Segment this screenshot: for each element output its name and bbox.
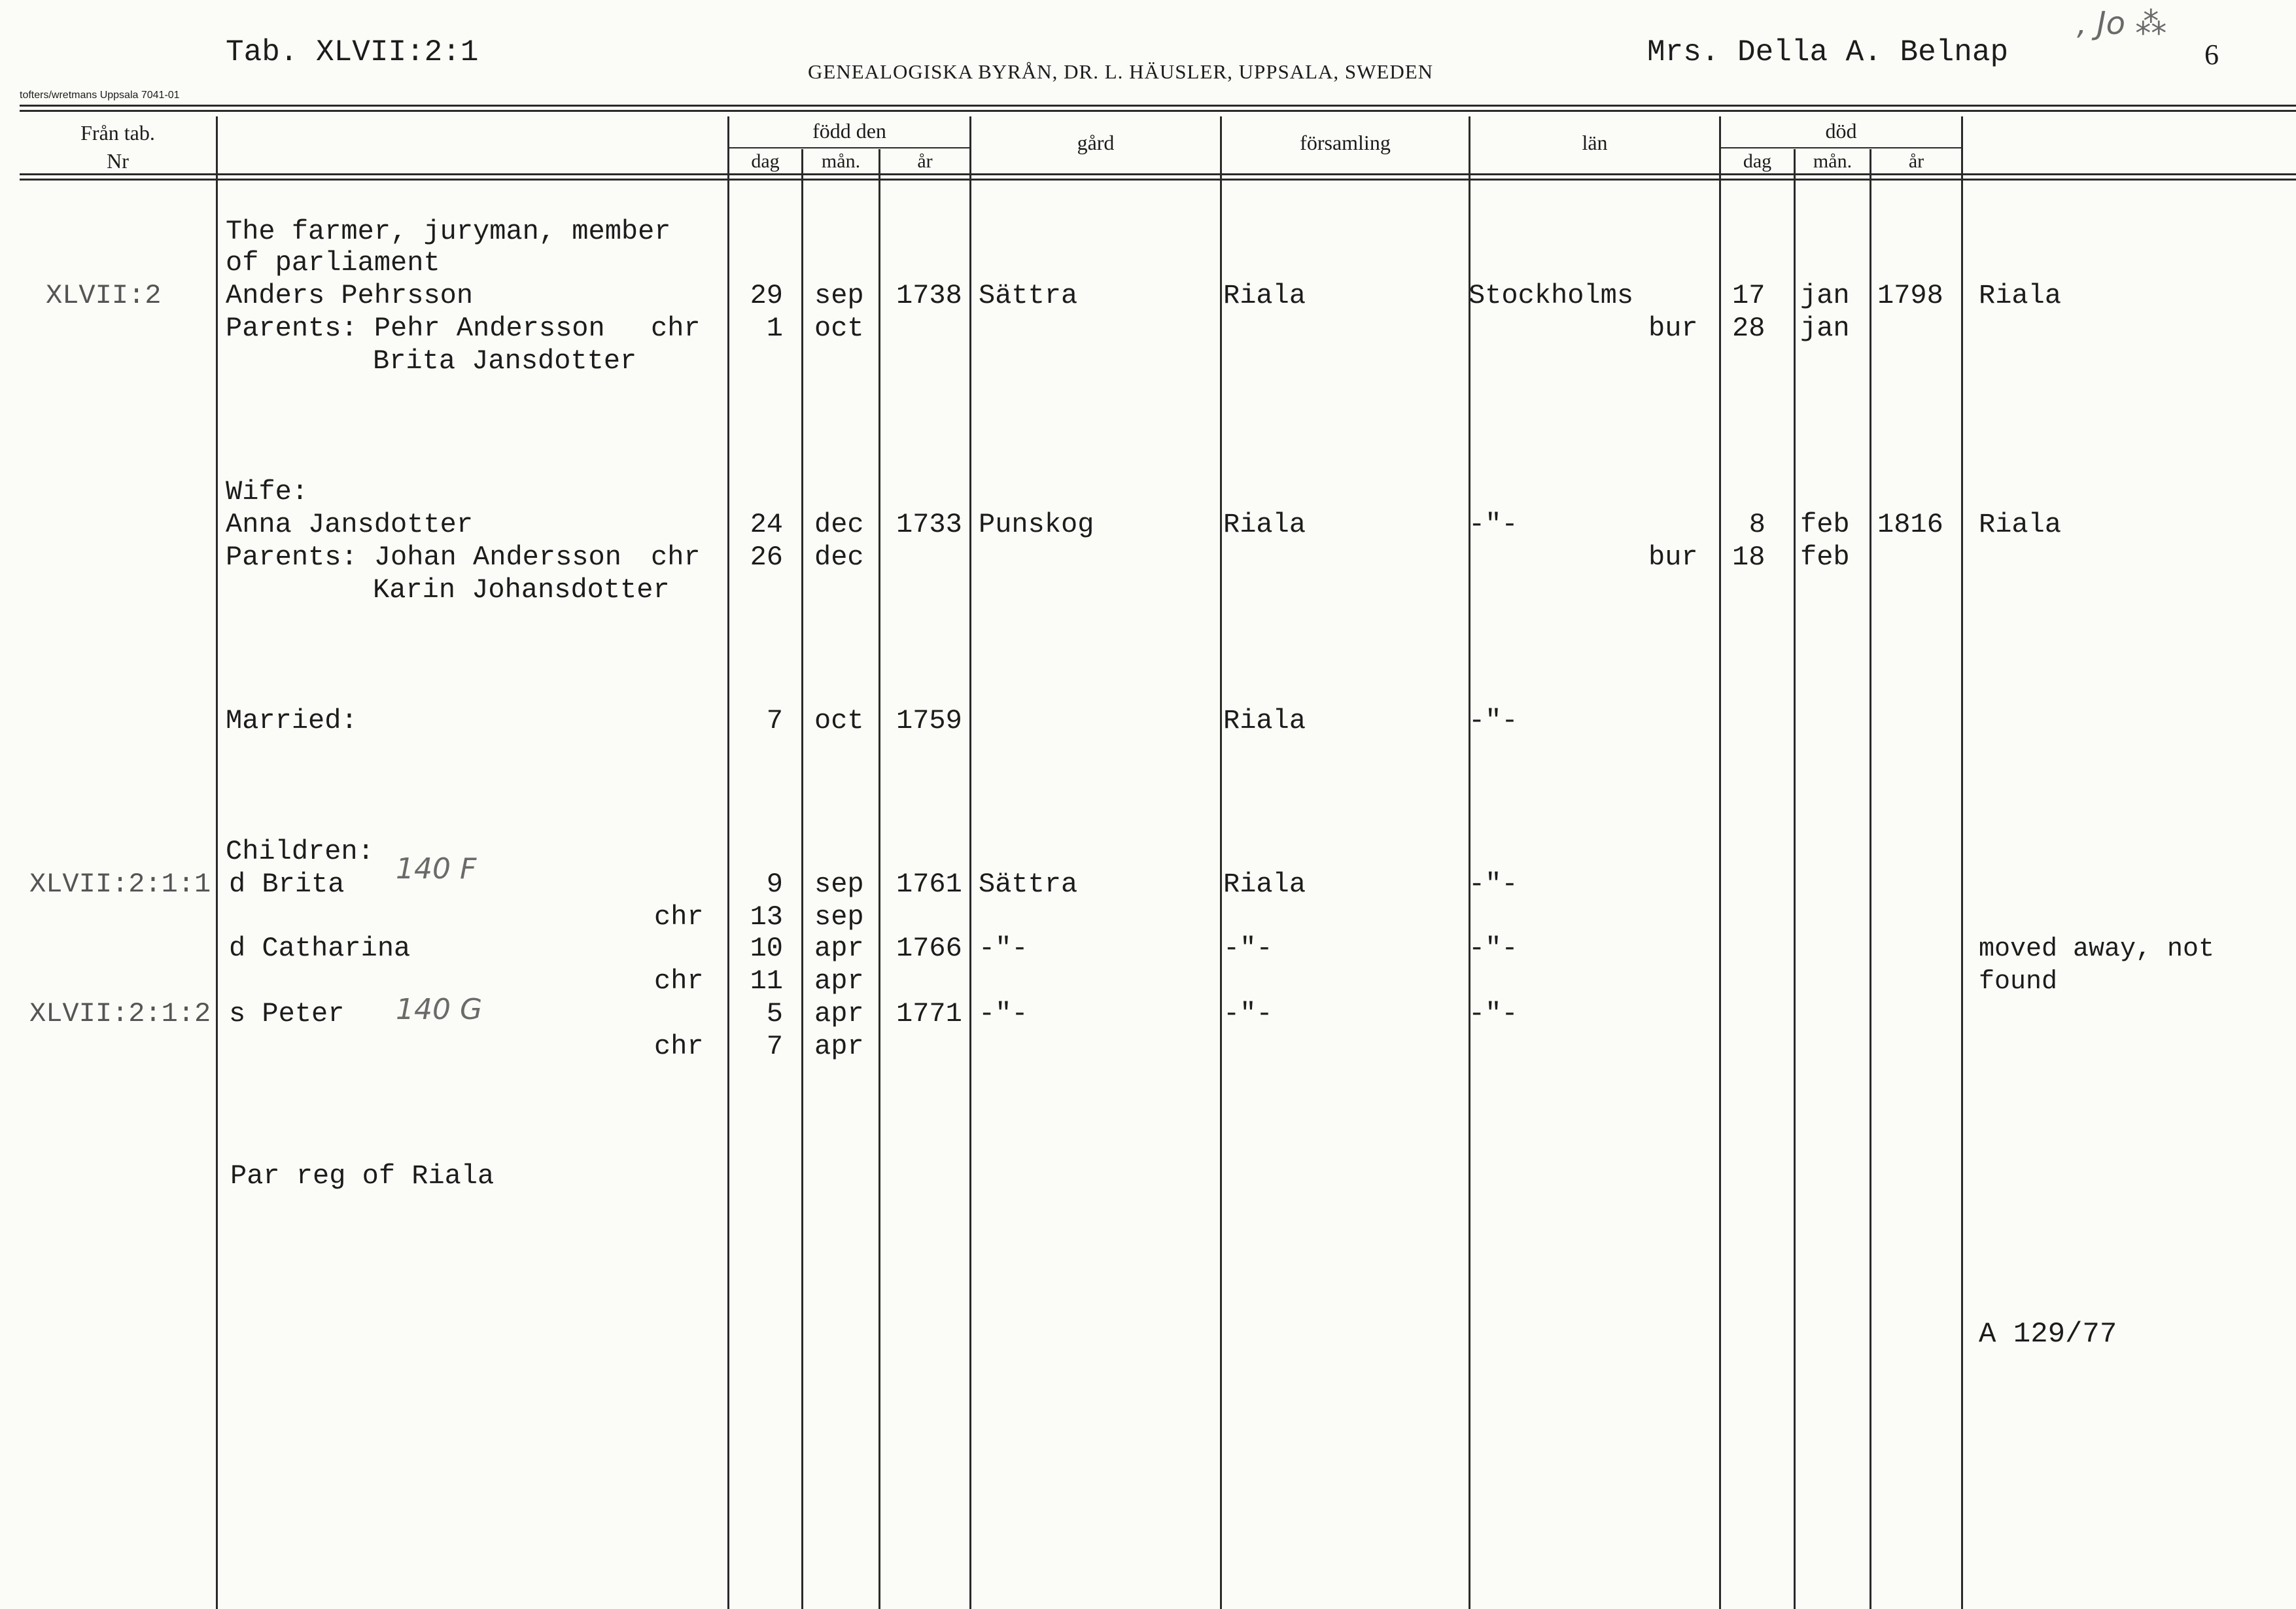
husband-death-month: jan	[1800, 280, 1850, 311]
child-2-birth-month: apr	[814, 933, 864, 964]
child-2-chr-day: 11	[750, 965, 783, 997]
child-2-birth-year: 1766	[896, 933, 962, 964]
husband-death-year: 1798	[1877, 280, 1943, 311]
husband-chr-day: 1	[766, 313, 783, 344]
wife-bur-day: 18	[1732, 542, 1765, 573]
col-header-born-ar: år	[917, 150, 933, 172]
col-line-died-dag	[1794, 149, 1796, 1609]
tab-reference: Tab. XLVII:2:1	[226, 35, 479, 69]
child-1-county: -"-	[1469, 869, 1518, 900]
child-2-farm: -"-	[979, 933, 1028, 964]
husband-county: Stockholms	[1469, 280, 1634, 311]
child-1-chr-day: 13	[750, 901, 783, 933]
col-line-died	[1719, 116, 1721, 1609]
col-line-gard	[969, 116, 971, 1609]
child-3-farm: -"-	[979, 998, 1028, 1029]
wife-death-day: 8	[1748, 509, 1765, 540]
child-2-chr-month: apr	[814, 965, 864, 997]
printer-imprint: tofters/wretmans Uppsala 7041-01	[20, 90, 180, 101]
wife-bur-month: feb	[1800, 542, 1850, 573]
marriage-parish: Riala	[1223, 705, 1306, 736]
child-3-chr-label: chr	[654, 1031, 704, 1062]
col-header-nr: Nr	[107, 149, 129, 173]
marriage-day: 7	[766, 705, 783, 736]
col-header-gard: gård	[1077, 131, 1115, 154]
col-header-born-dag: dag	[751, 150, 780, 172]
born-subrule	[727, 147, 969, 148]
col-header-from-tab: Från tab.	[80, 121, 155, 145]
husband-bur-month: jan	[1800, 313, 1850, 344]
col-header-died-dag: dag	[1743, 150, 1772, 172]
col-line-born-dag	[801, 149, 803, 1609]
child-3-note: 140 G	[396, 993, 483, 1026]
wife-death-month: feb	[1800, 509, 1850, 540]
child-3-name: s Peter	[229, 998, 345, 1029]
child-1-parish: Riala	[1223, 869, 1306, 900]
col-line-born-man	[878, 149, 880, 1609]
child-3-chr-day: 7	[766, 1031, 783, 1062]
child-2-birth-day: 10	[750, 933, 783, 964]
col-line-remarks	[1961, 116, 1963, 1609]
husband-birth-month: sep	[814, 280, 864, 311]
col-header-born: född den	[812, 119, 886, 143]
wife-label: Wife:	[226, 476, 309, 508]
header-rule-2	[20, 179, 2296, 181]
husband-mother: Brita Jansdotter	[373, 345, 637, 377]
col-header-born-man: mån.	[821, 150, 861, 172]
husband-death-day: 17	[1732, 280, 1765, 311]
wife-death-year: 1816	[1877, 509, 1943, 540]
child-1-birth-day: 9	[766, 869, 783, 900]
archive-reference: A 129/77	[1979, 1318, 2117, 1351]
child-1-ref: XLVII:2:1:1	[29, 869, 211, 900]
husband-title-line1: The farmer, juryman, member	[226, 216, 671, 247]
page-number: 6	[2204, 39, 2219, 71]
wife-chr-month: dec	[814, 542, 864, 573]
husband-chr-label: chr	[651, 313, 701, 344]
child-3-ref: XLVII:2:1:2	[29, 998, 211, 1029]
col-header-lan: län	[1582, 131, 1608, 154]
col-header-died-ar: år	[1908, 150, 1924, 172]
handwritten-note: , Jo ⁂	[2077, 5, 2167, 42]
husband-parents: Parents: Pehr Andersson	[226, 313, 605, 344]
child-2-name: d Catharina	[229, 933, 411, 964]
marriage-county: -"-	[1469, 705, 1518, 736]
source-reference: Par reg of Riala	[230, 1160, 495, 1192]
child-3-parish: -"-	[1223, 998, 1273, 1029]
child-3-county: -"-	[1469, 998, 1518, 1029]
col-line-nr	[216, 116, 218, 1609]
col-header-forsamling: församling	[1300, 131, 1391, 154]
child-3-birth-day: 5	[766, 998, 783, 1029]
col-header-died: död	[1825, 119, 1857, 143]
top-rule-2	[20, 110, 2296, 112]
col-header-died-man: mån.	[1813, 150, 1852, 172]
wife-name: Anna Jansdotter	[226, 509, 474, 540]
marriage-month: oct	[814, 705, 864, 736]
wife-mother: Karin Johansdotter	[373, 574, 670, 606]
col-line-forsamling	[1220, 116, 1222, 1609]
wife-chr-label: chr	[651, 542, 701, 573]
died-subrule	[1719, 147, 1961, 148]
husband-bur-day: 28	[1732, 313, 1765, 344]
wife-birth-month: dec	[814, 509, 864, 540]
child-2-remark: moved away, not found	[1979, 935, 2215, 997]
husband-birth-year: 1738	[896, 280, 962, 311]
header-rule	[20, 173, 2296, 175]
child-1-birth-year: 1761	[896, 869, 962, 900]
husband-bur-label: bur	[1648, 313, 1698, 344]
wife-chr-day: 26	[750, 542, 783, 573]
child-1-chr-label: chr	[654, 901, 704, 933]
child-1-name: d Brita	[229, 869, 345, 900]
child-2-parish: -"-	[1223, 933, 1273, 964]
bureau-name: GENEALOGISKA BYRÅN, DR. L. HÄUSLER, UPPSALA, SWEDEN	[808, 60, 1434, 83]
wife-parish: Riala	[1223, 509, 1306, 540]
wife-bur-label: bur	[1648, 542, 1698, 573]
child-1-note: 140 F	[396, 852, 477, 886]
wife-parents: Parents: Johan Andersson	[226, 542, 621, 573]
child-2-chr-label: chr	[654, 965, 704, 997]
child-2-county: -"-	[1469, 933, 1518, 964]
wife-county: -"-	[1469, 509, 1518, 540]
child-3-birth-year: 1771	[896, 998, 962, 1029]
children-label: Children:	[226, 836, 374, 867]
husband-death-place: Riala	[1979, 280, 2062, 311]
child-3-birth-month: apr	[814, 998, 864, 1029]
client-name: Mrs. Della A. Belnap	[1647, 35, 2009, 69]
top-rule	[20, 105, 2296, 107]
husband-ref: XLVII:2	[46, 280, 162, 311]
husband-parish: Riala	[1223, 280, 1306, 311]
marriage-year: 1759	[896, 705, 962, 736]
child-1-chr-month: sep	[814, 901, 864, 933]
husband-name: Anders Pehrsson	[226, 280, 474, 311]
wife-death-place: Riala	[1979, 509, 2062, 540]
col-line-lan	[1469, 116, 1470, 1609]
wife-birth-day: 24	[750, 509, 783, 540]
child-1-farm: Sättra	[979, 869, 1078, 900]
col-line-died-man	[1870, 149, 1871, 1609]
wife-farm: Punskog	[979, 509, 1094, 540]
husband-farm: Sättra	[979, 280, 1078, 311]
husband-birth-day: 29	[750, 280, 783, 311]
child-3-chr-month: apr	[814, 1031, 864, 1062]
child-1-birth-month: sep	[814, 869, 864, 900]
wife-birth-year: 1733	[896, 509, 962, 540]
husband-chr-month: oct	[814, 313, 864, 344]
marriage-label: Married:	[226, 705, 358, 736]
husband-title-line2: of parliament	[226, 247, 440, 279]
